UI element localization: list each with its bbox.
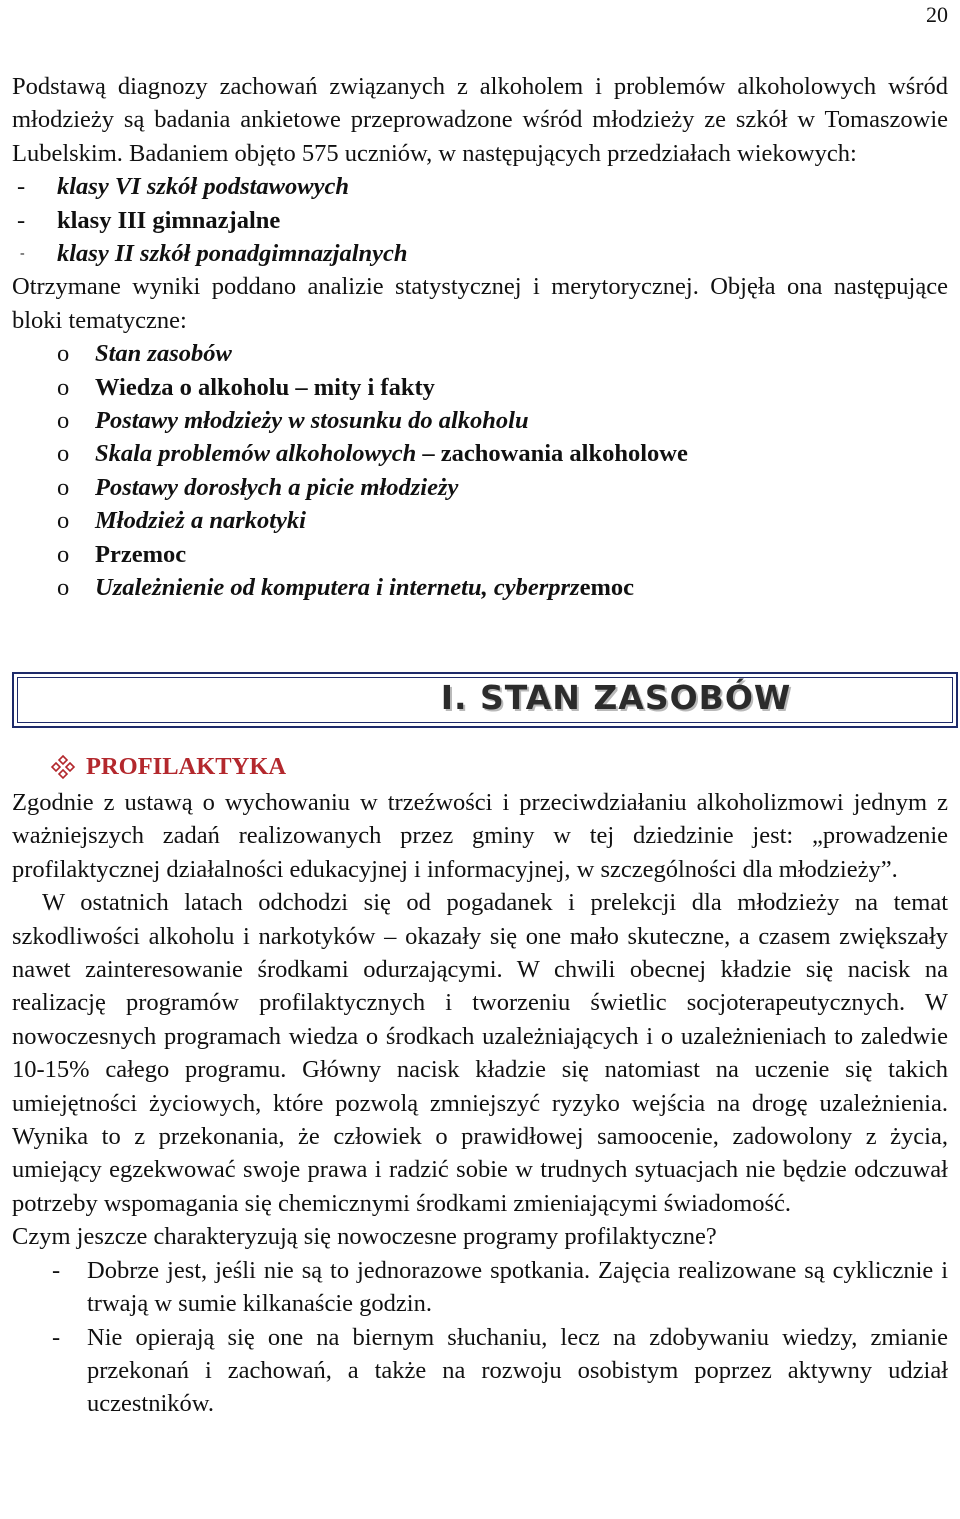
topic-bullet: o <box>57 473 70 501</box>
age-group-label: klasy VI szkół podstawowych <box>57 173 349 201</box>
topic-bullet: o <box>57 574 70 602</box>
dash-marker: - <box>17 173 26 201</box>
topic-bullet: o <box>57 407 70 435</box>
law-paragraph: Zgodnie z ustawą o wychowaniu w trzeźwości i przeciwdziałaniu alkoholizmowi jednym z ważniejszych zadań realizowanych przez gminy w tej dziedzinie jest: „prowadzenie profilaktycznej działalności edukacyjnej i informacyjnej, w szczególności dla młodzieży”. <box>12 789 948 883</box>
intro-paragraph: Podstawą diagnozy zachowań związanych z alkoholem i problemów alkoholowych wśród młodzieży są badania ankietowe przeprowadzone wśród młodzieży ze szkół w Tomaszowie Lubelskim. Badaniem objęto 575 uczniów, w następujących przedziałach wiekowych: <box>12 73 948 167</box>
feature-text: Nie opierają się one na biernym słuchaniu, lecz na zdobywaniu wiedzy, zmianie przekonań i zachowań, a także na rozwoju osobistym poprzez aktywny udział uczestników. <box>87 1323 948 1418</box>
topic-item <box>12 538 948 571</box>
topic-text-suffix: emoc <box>579 574 634 602</box>
topic-item <box>12 337 948 370</box>
topic-text: Młodzież a narkotyki <box>95 507 306 535</box>
topic-bullet: o <box>57 373 70 401</box>
topic-list <box>12 337 948 604</box>
topic-text: Skala problemów alkoholowych <box>95 440 417 468</box>
topic-item <box>12 571 948 604</box>
question-paragraph: Czym jeszcze charakteryzują się nowoczesne programy profilaktyczne? <box>12 1223 717 1251</box>
programs-paragraph: W ostatnich latach odchodzi się od pogadanek i prelekcji dla młodzieży na temat szkodliwości alkoholu i narkotyków – okazały się one mało skuteczne, a czasem zwiększały nawet zainteresowanie środkami odurzającymi. W chwili obecnej kładzie się nacisk na realizację programów profilaktycznych i tworzeniu świetlic socjoterapeutycznych. W nowoczesnych programach wiedza o środkach uzależniających i o uzależnieniach to zaledwie 10-15% całego programu. Główny nacisk kładzie się natomiast na uczenie się takich umiejętności życiowych, które pozwolą zmniejszyć ryzyko wejścia na drogę uzależnienia. Wynika to z przekonania, że człowiek o prawidłowej samoocenie, zadowolony z życia, umiejący egzekwować swoje prawa i radzić sobie w trudnych sytuacjach nie będzie odczuwał potrzeby wspomagania się chemicznymi środkami zmieniającymi świadomość. <box>12 889 948 1217</box>
topic-text: Postawy dorosłych a picie młodzieży <box>95 473 459 501</box>
analysis-paragraph: Otrzymane wyniki poddano analizie statystycznej i merytorycznej. Objęła ona następujące bloki tematyczne: <box>12 273 948 334</box>
topic-item <box>12 504 948 537</box>
topic-text: Postawy młodzieży w stosunku do alkoholu <box>95 407 529 435</box>
intro-section <box>12 70 948 1418</box>
list-item <box>12 170 948 203</box>
dash-marker: - <box>20 246 25 262</box>
age-group-list <box>12 170 948 270</box>
topic-item <box>12 404 948 437</box>
list-item <box>12 1321 948 1421</box>
age-group-label: klasy III gimnazjalne <box>57 206 281 234</box>
age-group-label: klasy II szkół ponadgimnazjalnych <box>57 240 408 268</box>
topic-bullet: o <box>57 340 70 368</box>
diamond-bullet-icon <box>50 754 76 780</box>
topic-text: Wiedza o alkoholu – mity i fakty <box>95 373 435 401</box>
dash-marker: - <box>17 206 26 234</box>
topic-text: Uzależnienie od komputera i internetu, cyberprz <box>95 574 580 602</box>
topic-item <box>12 471 948 504</box>
list-item <box>12 1254 948 1321</box>
profilaktyka-heading-text: PROFILAKTYKA <box>86 753 287 780</box>
page-number: 20 <box>926 2 948 27</box>
profilaktyka-body <box>12 786 948 1421</box>
list-item <box>12 237 948 270</box>
topic-text: Przemoc <box>95 540 187 568</box>
topic-item <box>12 437 948 470</box>
topic-bullet: o <box>57 507 70 535</box>
dash-marker: - <box>52 1323 61 1351</box>
section-header-box <box>12 672 958 728</box>
feature-text: Dobrze jest, jeśli nie są to jednorazowe spotkania. Zajęcia realizowane są cyklicznie i trwają w sumie kilkanaście godzin. <box>87 1256 948 1318</box>
dash-marker: - <box>52 1256 61 1284</box>
topic-text: Stan zasobów <box>95 340 232 368</box>
list-item <box>12 204 948 237</box>
topic-bullet: o <box>57 540 70 568</box>
program-features-list <box>12 1254 948 1421</box>
section-title: I. STAN ZASOBÓW <box>440 678 792 717</box>
topic-text-suffix: – zachowania alkoholowe <box>416 440 688 468</box>
topic-bullet: o <box>57 440 70 468</box>
profilaktyka-heading <box>50 753 286 781</box>
topic-item <box>12 371 948 404</box>
